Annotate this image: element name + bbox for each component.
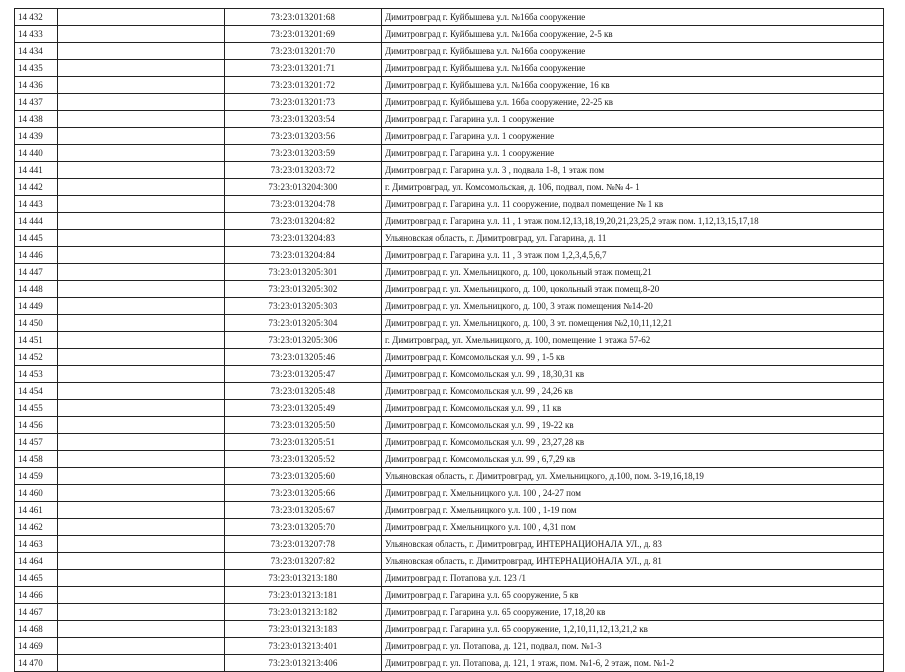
- address-cell: Ульяновская область, г. Димитровград, ул. Гагарина, д. 11: [382, 230, 884, 247]
- empty-cell: [58, 536, 225, 553]
- row-number-cell: 14 455: [15, 400, 58, 417]
- empty-cell: [58, 604, 225, 621]
- address-cell: Димитровград г. Гагарина у.л. 1 сооружение: [382, 128, 884, 145]
- cadastral-number-cell: 73:23:013205:52: [225, 451, 382, 468]
- cadastral-number-cell: 73:23:013213:181: [225, 587, 382, 604]
- cadastral-number-cell: 73:23:013205:50: [225, 417, 382, 434]
- row-number-cell: 14 442: [15, 179, 58, 196]
- property-register-table: [14, 8, 884, 672]
- row-number-cell: 14 470: [15, 655, 58, 672]
- row-number-cell: 14 467: [15, 604, 58, 621]
- address-cell: Димитровград г. Гагарина у.л. 11 , 3 этаж пом 1,2,3,4,5,6,7: [382, 247, 884, 264]
- cadastral-number-cell: 73:23:013204:84: [225, 247, 382, 264]
- address-cell: Димитровград г. ул. Хмельницкого, д. 100, 3 эт. помещения №2,10,11,12,21: [382, 315, 884, 332]
- register-sheet: [14, 8, 884, 672]
- empty-cell: [58, 26, 225, 43]
- table-row: [15, 570, 884, 587]
- empty-cell: [58, 298, 225, 315]
- address-cell: Димитровград г. Комсомольская у.л. 99 , 11 кв: [382, 400, 884, 417]
- row-number-cell: 14 432: [15, 9, 58, 26]
- empty-cell: [58, 485, 225, 502]
- cadastral-number-cell: 73:23:013213:401: [225, 638, 382, 655]
- address-cell: Димитровград г. Хмельницкого у.л. 100 , 24-27 пом: [382, 485, 884, 502]
- cadastral-number-cell: 73:23:013205:70: [225, 519, 382, 536]
- row-number-cell: 14 438: [15, 111, 58, 128]
- cadastral-number-cell: 73:23:013203:56: [225, 128, 382, 145]
- table-row: [15, 94, 884, 111]
- table-row: [15, 383, 884, 400]
- cadastral-number-cell: 73:23:013213:183: [225, 621, 382, 638]
- cadastral-number-cell: 73:23:013205:49: [225, 400, 382, 417]
- row-number-cell: 14 452: [15, 349, 58, 366]
- row-number-cell: 14 466: [15, 587, 58, 604]
- address-cell: Димитровград г. Комсомольская у.л. 99 , 6,7,29 кв: [382, 451, 884, 468]
- table-row: [15, 468, 884, 485]
- empty-cell: [58, 111, 225, 128]
- table-row: [15, 77, 884, 94]
- empty-cell: [58, 638, 225, 655]
- address-cell: Димитровград г. ул. Потапова, д. 121, 1 этаж, пом. №1-6, 2 этаж, пом. №1-2: [382, 655, 884, 672]
- cadastral-number-cell: 73:23:013204:78: [225, 196, 382, 213]
- address-cell: Ульяновская область, г. Димитровград, ИНТЕРНАЦИОНАЛА УЛ., д. 81: [382, 553, 884, 570]
- cadastral-number-cell: 73:23:013205:60: [225, 468, 382, 485]
- table-row: [15, 145, 884, 162]
- table-row: [15, 60, 884, 77]
- address-cell: Димитровград г. Куйбышева у.л. №16ба сооружение: [382, 9, 884, 26]
- table-row: [15, 553, 884, 570]
- row-number-cell: 14 462: [15, 519, 58, 536]
- cadastral-number-cell: 73:23:013205:306: [225, 332, 382, 349]
- row-number-cell: 14 437: [15, 94, 58, 111]
- table-row: [15, 485, 884, 502]
- row-number-cell: 14 441: [15, 162, 58, 179]
- row-number-cell: 14 444: [15, 213, 58, 230]
- empty-cell: [58, 502, 225, 519]
- address-cell: Димитровград г. Куйбышева у.л. 16ба сооружение, 22-25 кв: [382, 94, 884, 111]
- table-row: [15, 213, 884, 230]
- address-cell: Димитровград г. Комсомольская у.л. 99 , 24,26 кв: [382, 383, 884, 400]
- cadastral-number-cell: 73:23:013201:69: [225, 26, 382, 43]
- address-cell: Димитровград г. Комсомольская у.л. 99 , 23,27,28 кв: [382, 434, 884, 451]
- table-row: [15, 162, 884, 179]
- empty-cell: [58, 383, 225, 400]
- address-cell: Димитровград г. Хмельницкого у.л. 100 , 1-19 пом: [382, 502, 884, 519]
- row-number-cell: 14 461: [15, 502, 58, 519]
- empty-cell: [58, 621, 225, 638]
- cadastral-number-cell: 73:23:013201:70: [225, 43, 382, 60]
- row-number-cell: 14 451: [15, 332, 58, 349]
- cadastral-number-cell: 73:23:013201:73: [225, 94, 382, 111]
- empty-cell: [58, 77, 225, 94]
- row-number-cell: 14 434: [15, 43, 58, 60]
- empty-cell: [58, 145, 225, 162]
- empty-cell: [58, 60, 225, 77]
- cadastral-number-cell: 73:23:013205:67: [225, 502, 382, 519]
- address-cell: Димитровград г. Куйбышева у.л. №16ба сооружение, 16 кв: [382, 77, 884, 94]
- address-cell: Димитровград г. ул. Потапова, д. 121, подвал, пом. №1-3: [382, 638, 884, 655]
- address-cell: Димитровград г. Куйбышева у.л. №16ба сооружение: [382, 60, 884, 77]
- empty-cell: [58, 281, 225, 298]
- table-row: [15, 281, 884, 298]
- table-row: [15, 587, 884, 604]
- cadastral-number-cell: 73:23:013204:300: [225, 179, 382, 196]
- address-cell: Димитровград г. Комсомольская у.л. 99 , 18,30,31 кв: [382, 366, 884, 383]
- empty-cell: [58, 553, 225, 570]
- cadastral-number-cell: 73:23:013204:82: [225, 213, 382, 230]
- cadastral-number-cell: 73:23:013205:304: [225, 315, 382, 332]
- row-number-cell: 14 449: [15, 298, 58, 315]
- row-number-cell: 14 439: [15, 128, 58, 145]
- empty-cell: [58, 162, 225, 179]
- cadastral-number-cell: 73:23:013203:59: [225, 145, 382, 162]
- empty-cell: [58, 451, 225, 468]
- cadastral-number-cell: 73:23:013205:302: [225, 281, 382, 298]
- address-cell: Димитровград г. Гагарина у.л. 11 сооружение, подвал помещение № 1 кв: [382, 196, 884, 213]
- row-number-cell: 14 469: [15, 638, 58, 655]
- cadastral-number-cell: 73:23:013213:180: [225, 570, 382, 587]
- row-number-cell: 14 456: [15, 417, 58, 434]
- table-row: [15, 349, 884, 366]
- row-number-cell: 14 440: [15, 145, 58, 162]
- address-cell: Димитровград г. Куйбышева у.л. №16ба сооружение: [382, 43, 884, 60]
- empty-cell: [58, 94, 225, 111]
- cadastral-number-cell: 73:23:013201:68: [225, 9, 382, 26]
- table-row: [15, 604, 884, 621]
- address-cell: Димитровград г. Гагарина у.л. 1 сооружение: [382, 145, 884, 162]
- empty-cell: [58, 332, 225, 349]
- table-row: [15, 196, 884, 213]
- table-row: [15, 247, 884, 264]
- empty-cell: [58, 43, 225, 60]
- table-row: [15, 366, 884, 383]
- table-row: [15, 434, 884, 451]
- row-number-cell: 14 435: [15, 60, 58, 77]
- empty-cell: [58, 587, 225, 604]
- empty-cell: [58, 264, 225, 281]
- cadastral-number-cell: 73:23:013205:303: [225, 298, 382, 315]
- address-cell: Димитровград г. Хмельницкого у.л. 100 , 4,31 пом: [382, 519, 884, 536]
- empty-cell: [58, 196, 225, 213]
- table-row: [15, 298, 884, 315]
- cadastral-number-cell: 73:23:013204:83: [225, 230, 382, 247]
- address-cell: Димитровград г. Гагарина у.л. 65 сооружение, 1,2,10,11,12,13,21,2 кв: [382, 621, 884, 638]
- empty-cell: [58, 315, 225, 332]
- address-cell: Димитровград г. ул. Хмельницкого, д. 100, цокольный этаж помещ.21: [382, 264, 884, 281]
- row-number-cell: 14 436: [15, 77, 58, 94]
- empty-cell: [58, 655, 225, 672]
- row-number-cell: 14 454: [15, 383, 58, 400]
- cadastral-number-cell: 73:23:013213:182: [225, 604, 382, 621]
- empty-cell: [58, 230, 225, 247]
- table-row: [15, 128, 884, 145]
- table-row: [15, 230, 884, 247]
- table-row: [15, 519, 884, 536]
- empty-cell: [58, 434, 225, 451]
- empty-cell: [58, 179, 225, 196]
- cadastral-number-cell: 73:23:013205:46: [225, 349, 382, 366]
- cadastral-number-cell: 73:23:013203:72: [225, 162, 382, 179]
- cadastral-number-cell: 73:23:013205:48: [225, 383, 382, 400]
- empty-cell: [58, 366, 225, 383]
- address-cell: Димитровград г. Комсомольская у.л. 99 , 1-5 кв: [382, 349, 884, 366]
- address-cell: г. Димитровград, ул. Комсомольская, д. 106, подвал, пом. №№ 4- 1: [382, 179, 884, 196]
- table-row: [15, 111, 884, 128]
- address-cell: Ульяновская область, г. Димитровград, ул. Хмельницкого, д.100, пом. 3-19,16,18,19: [382, 468, 884, 485]
- row-number-cell: 14 448: [15, 281, 58, 298]
- address-cell: Димитровград г. Гагарина у.л. 3 , подвала 1-8, 1 этаж пом: [382, 162, 884, 179]
- row-number-cell: 14 464: [15, 553, 58, 570]
- table-row: [15, 536, 884, 553]
- address-cell: Димитровград г. Комсомольская у.л. 99 , 19-22 кв: [382, 417, 884, 434]
- address-cell: Димитровград г. Гагарина у.л. 11 , 1 этаж пом.12,13,18,19,20,21,23,25,2 этаж пом. 1,12,13,15,17,18: [382, 213, 884, 230]
- table-row: [15, 451, 884, 468]
- row-number-cell: 14 459: [15, 468, 58, 485]
- row-number-cell: 14 450: [15, 315, 58, 332]
- address-cell: Ульяновская область, г. Димитровград, ИНТЕРНАЦИОНАЛА УЛ., д. 83: [382, 536, 884, 553]
- empty-cell: [58, 417, 225, 434]
- row-number-cell: 14 445: [15, 230, 58, 247]
- row-number-cell: 14 443: [15, 196, 58, 213]
- address-cell: Димитровград г. ул. Хмельницкого, д. 100, цокольный этаж помещ.8-20: [382, 281, 884, 298]
- row-number-cell: 14 453: [15, 366, 58, 383]
- table-row: [15, 332, 884, 349]
- empty-cell: [58, 9, 225, 26]
- table-row: [15, 9, 884, 26]
- empty-cell: [58, 213, 225, 230]
- table-body: [15, 9, 884, 672]
- cadastral-number-cell: 73:23:013205:47: [225, 366, 382, 383]
- empty-cell: [58, 570, 225, 587]
- table-row: [15, 621, 884, 638]
- cadastral-number-cell: 73:23:013205:66: [225, 485, 382, 502]
- empty-cell: [58, 400, 225, 417]
- table-row: [15, 315, 884, 332]
- table-row: [15, 655, 884, 672]
- cadastral-number-cell: 73:23:013207:78: [225, 536, 382, 553]
- address-cell: Димитровград г. ул. Хмельницкого, д. 100, 3 этаж помещения №14-20: [382, 298, 884, 315]
- row-number-cell: 14 447: [15, 264, 58, 281]
- row-number-cell: 14 446: [15, 247, 58, 264]
- empty-cell: [58, 349, 225, 366]
- cadastral-number-cell: 73:23:013213:406: [225, 655, 382, 672]
- table-row: [15, 417, 884, 434]
- row-number-cell: 14 468: [15, 621, 58, 638]
- empty-cell: [58, 468, 225, 485]
- address-cell: Димитровград г. Гагарина у.л. 1 сооружение: [382, 111, 884, 128]
- address-cell: г. Димитровград, ул. Хмельницкого, д. 100, помещение 1 этажа 57-62: [382, 332, 884, 349]
- cadastral-number-cell: 73:23:013201:72: [225, 77, 382, 94]
- row-number-cell: 14 465: [15, 570, 58, 587]
- address-cell: Димитровград г. Гагарина у.л. 65 сооружение, 5 кв: [382, 587, 884, 604]
- address-cell: Димитровград г. Гагарина у.л. 65 сооружение, 17,18,20 кв: [382, 604, 884, 621]
- row-number-cell: 14 457: [15, 434, 58, 451]
- empty-cell: [58, 519, 225, 536]
- table-row: [15, 179, 884, 196]
- table-row: [15, 43, 884, 60]
- address-cell: Димитровград г. Потапова у.л. 123 /1: [382, 570, 884, 587]
- cadastral-number-cell: 73:23:013205:301: [225, 264, 382, 281]
- cadastral-number-cell: 73:23:013203:54: [225, 111, 382, 128]
- cadastral-number-cell: 73:23:013201:71: [225, 60, 382, 77]
- table-row: [15, 638, 884, 655]
- cadastral-number-cell: 73:23:013207:82: [225, 553, 382, 570]
- table-row: [15, 264, 884, 281]
- table-row: [15, 26, 884, 43]
- empty-cell: [58, 128, 225, 145]
- table-row: [15, 502, 884, 519]
- table-row: [15, 400, 884, 417]
- row-number-cell: 14 458: [15, 451, 58, 468]
- cadastral-number-cell: 73:23:013205:51: [225, 434, 382, 451]
- empty-cell: [58, 247, 225, 264]
- row-number-cell: 14 433: [15, 26, 58, 43]
- row-number-cell: 14 460: [15, 485, 58, 502]
- row-number-cell: 14 463: [15, 536, 58, 553]
- address-cell: Димитровград г. Куйбышева у.л. №16ба сооружение, 2-5 кв: [382, 26, 884, 43]
